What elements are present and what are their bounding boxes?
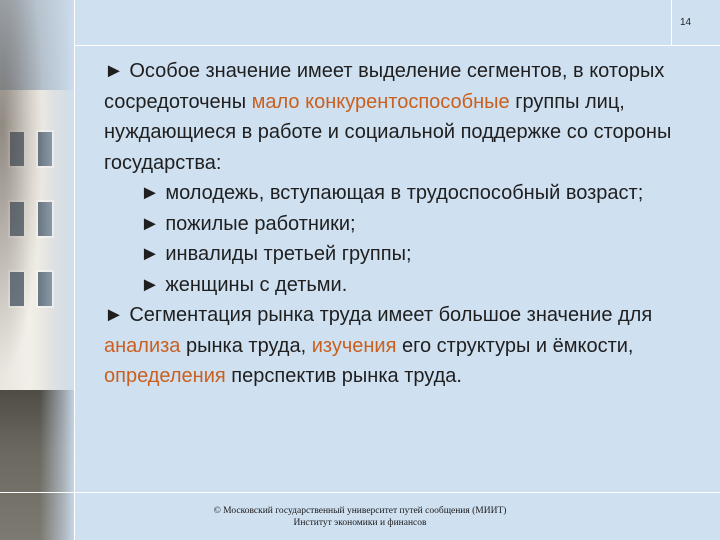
footer-line-university: © Московский государственный университет путей сообщения (МИИТ) <box>213 506 507 516</box>
highlight-definition: определения <box>104 365 226 387</box>
list-item: ► инвалиды третьей группы; <box>140 243 412 265</box>
slide-body <box>104 56 694 392</box>
number-divider <box>671 0 672 45</box>
list-item: ► молодежь, вступающая в трудоспособный возраст; <box>140 182 644 204</box>
paragraph-intro: ► Особое значение имеет выделение сегментов, в которых сосредоточены мало конкурентоспособные группы лиц, нуждающиеся в работе и социальной поддержке со стороны государства: <box>104 60 672 174</box>
footer-divider <box>0 492 720 493</box>
paragraph-segmentation: ► Сегментация рынка труда имеет большое значение для анализа рынка труда, изучения его структуры и ёмкости, определения перспектив рынка труда. <box>104 304 653 387</box>
footer-copyright <box>140 505 580 529</box>
list-item: ► женщины с детьми. <box>140 273 348 296</box>
highlight-text: мало конкурентоспособные <box>251 90 510 113</box>
header-divider <box>74 45 720 46</box>
photo-fade <box>40 0 74 540</box>
bullet-icon: ► <box>104 60 124 82</box>
campus-photo-strip <box>0 0 74 540</box>
slide-number: 14 <box>680 17 692 28</box>
highlight-study: изучения <box>311 334 397 357</box>
highlight-analysis: анализа <box>104 334 181 357</box>
vertical-divider <box>74 0 75 540</box>
footer-line-institute: Институт экономики и финансов <box>293 518 427 528</box>
list-item: ► пожилые работники; <box>140 212 356 235</box>
